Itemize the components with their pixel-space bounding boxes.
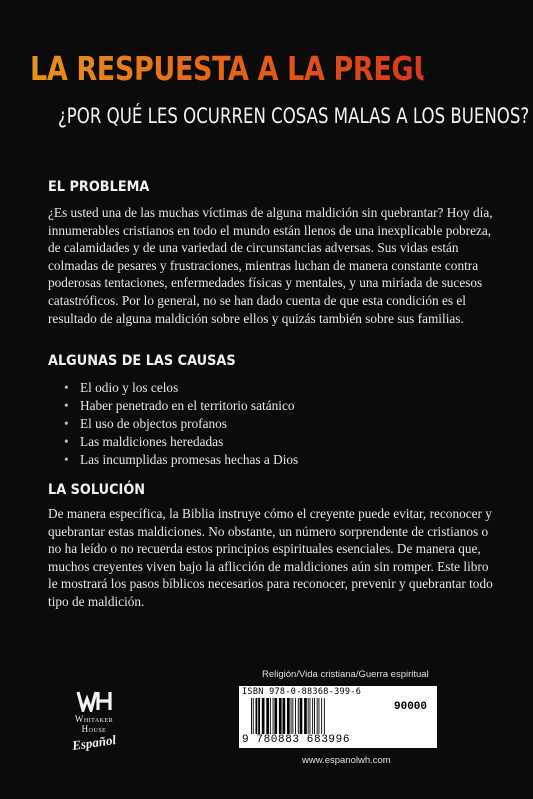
publisher-website: www.espanolwh.com [302,755,391,766]
list-item: • Las incumplidas promesas hechas a Dios [64,452,299,467]
bullet-icon: • [64,452,69,467]
list-item: • Haber penetrado en el territorio satánico [64,398,295,413]
publisher-name-line2: House [81,724,107,734]
wh-monogram-icon [76,690,112,712]
section-title-problem: EL PROBLEMA [48,179,150,195]
causes-list [64,379,298,469]
bullet-icon: • [64,380,69,395]
publisher-name-line1: Whitaker [74,714,114,724]
list-item: • El odio y los celos [64,380,179,395]
barcode-bars [251,698,391,734]
solution-paragraph: De manera específica, la Biblia instruye cómo el creyente puede evitar, reconocer y quebrantar estas maldiciones. No obstante, un número sorprendente de cristianos o no ha leído o no recuerda estos principios espirituales esenciales. De manera que, muchos creyentes viven bajo la aflicción de maldiciones aún sin romper. Este libro le mostrará los pasos bíblicos necesarios para reconocer, prevenir y quebrantar todo tipo de maldición. [48,506,493,609]
category-label: Religión/Vida cristiana/Guerra espiritual [262,669,429,680]
bullet-icon: • [64,434,69,449]
price-code: 90000 [394,701,428,713]
problem-paragraph: ¿Es usted una de las muchas víctimas de alguna maldición sin quebrantar? Hoy día, innumerables cristianos en todo el mundo están llenos de una inexplicable pobreza, de calamidades y de una variedad de circunstancias adversas. Sus vidas están colmadas de pesares y frustraciones, mientras luchan de manera constante contra poderosas tentaciones, enfermedades físicas y mentales, y una miríada de sucesos catastróficos. Por lo general, no se han dado cuenta de que esta condición es el resultado de alguna maldición sobre ellos y quizás también sobre sus familias. [48,205,493,326]
isbn-text: ISBN 978-0-88368-399-6 [242,687,362,697]
publisher-logo [54,690,134,752]
subheadline: ¿POR QUÉ LES OCURREN COSAS MALAS A LOS BUENOS? [58,104,530,128]
section-title-solution: LA SOLUCIÓN [48,482,146,498]
headline: LA RESPUESTA A LA PREGUNTA: [30,49,505,88]
bullet-icon: • [64,398,69,413]
bullet-icon: • [64,416,69,431]
list-item: • El uso de objectos profanos [64,416,227,431]
barcode [239,686,437,748]
ean-digits: 9 780883 683996 [242,734,351,746]
list-item: • Las maldiciones heredadas [64,434,224,449]
section-title-causes: ALGUNAS DE LAS CAUSAS [48,353,236,369]
publisher-imprint: Español [71,732,117,753]
